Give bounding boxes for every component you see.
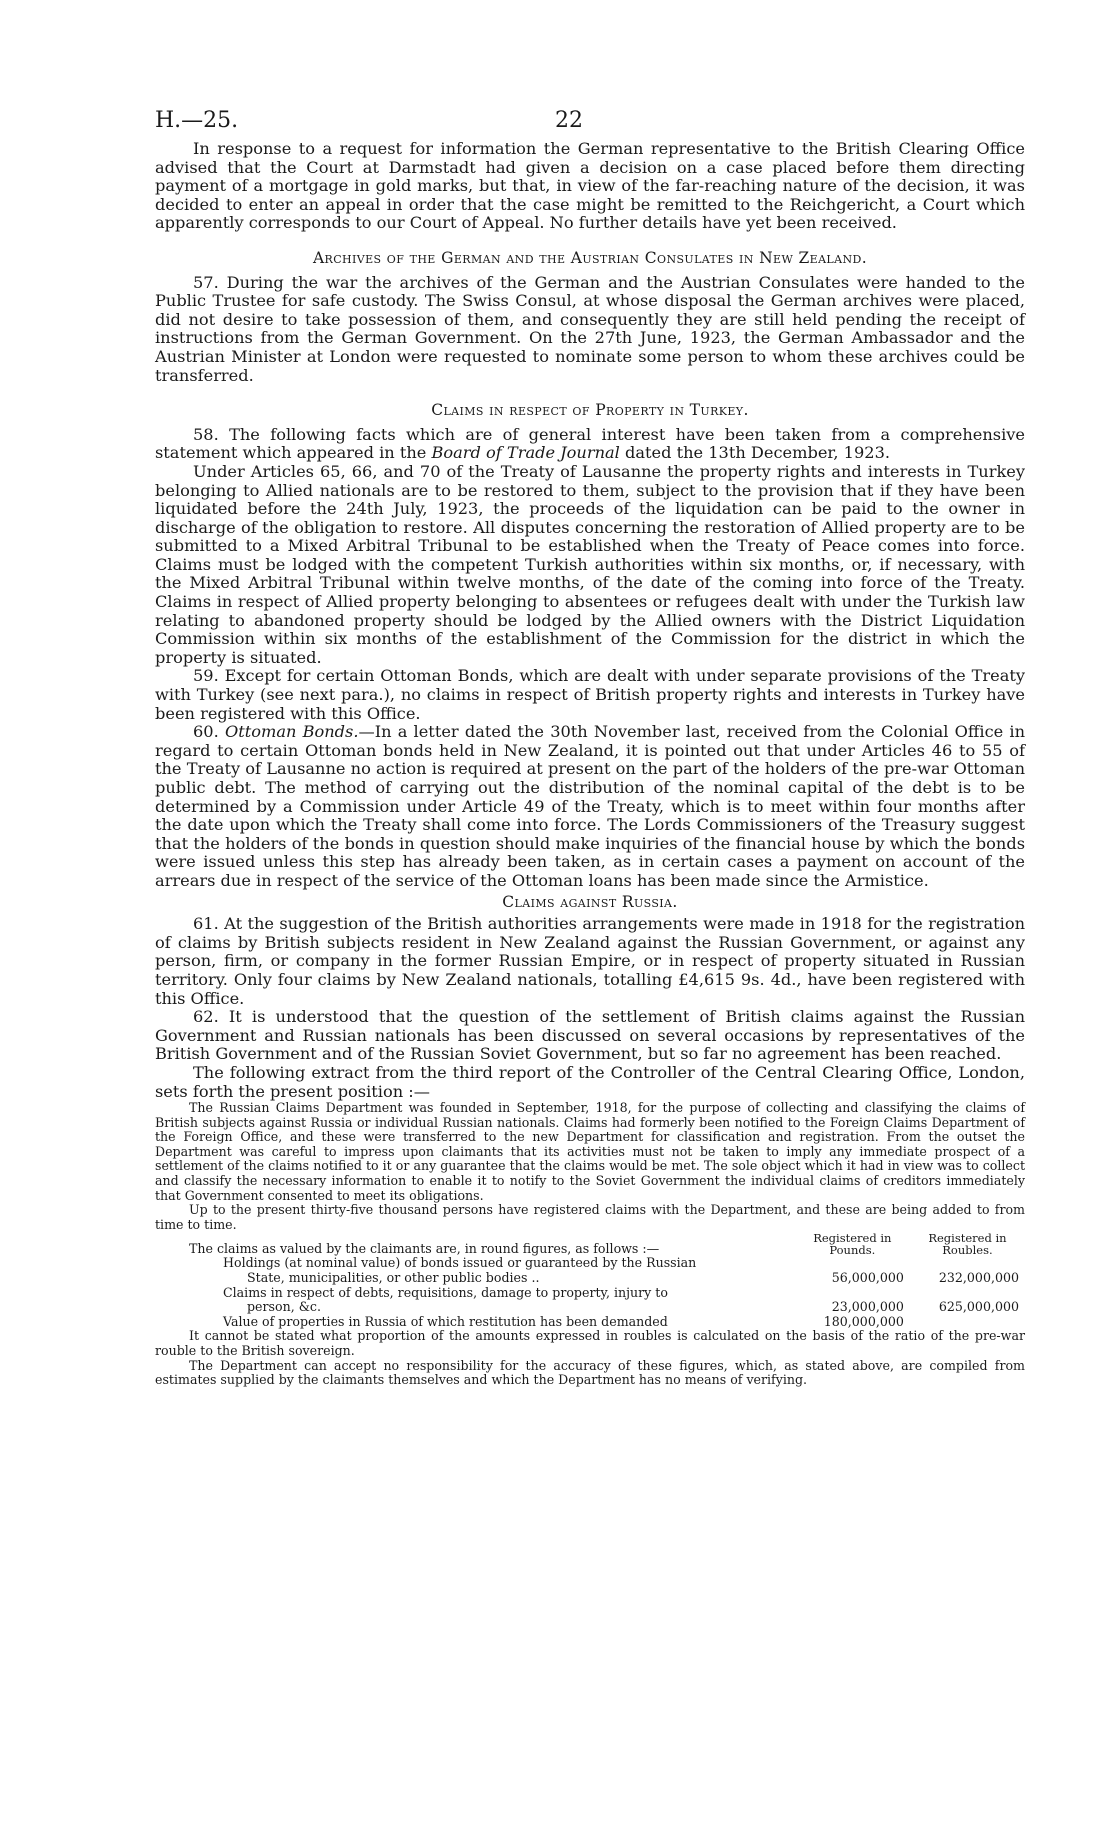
extract-paragraph-2: Up to the present thirty-five thousand persons have registered claims with the Department, and these are being added to from time to time. bbox=[155, 1202, 1025, 1232]
column-header-pounds: Registered in Pounds. bbox=[813, 1231, 892, 1258]
row-2-label: Claims in respect of debts, requisitions, damage to property, injury to bbox=[223, 1284, 668, 1300]
table-row bbox=[155, 1256, 1025, 1271]
extract-paragraph-3: It cannot be stated what proportion of the amounts expressed in roubles is calculated on the basis of the ratio of the pre-war rouble to the British sovereign. bbox=[155, 1328, 1025, 1358]
paragraph-61: 61. At the suggestion of the British authorities arrangements were made in 1918 for the registration of claims by British subjects resident in New Zealand against the Russian Government, or against any person, firm, or company in the former Russian Empire, or in respect of property situated in Russian territory. Only four claims by New Zealand nationals, totalling £4,615 9s. 4d., have been registered with this Office. bbox=[155, 914, 1025, 1008]
page-number: 22 bbox=[555, 108, 583, 133]
ottoman-bonds-title: Ottoman Bonds. bbox=[224, 722, 359, 742]
paragraph-57: 57. During the war the archives of the German and the Austrian Consulates were handed to the Public Trustee for safe custody. The Swiss Consul, at whose disposal the German archives were placed, did not desire to take possession of them, and consequently they are still held pending the receipt of instructions from the German Government. On the 27th June, 1923, the German Ambassador and the Austrian Minister at London were requested to nominate some person to whom these archives could be transferred. bbox=[155, 272, 1025, 385]
heading-russia: Claims against Russia. bbox=[502, 892, 678, 911]
row-2-roubles: 625,000,000 bbox=[938, 1299, 1019, 1315]
table-row bbox=[155, 1286, 1025, 1301]
table-row bbox=[155, 1271, 1025, 1286]
heading-turkey: Claims in respect of Property in Turkey. bbox=[431, 401, 749, 420]
journal-title: Board of Trade Journal bbox=[431, 443, 620, 463]
row-2-pounds: 23,000,000 bbox=[831, 1299, 904, 1315]
column-header-roubles: Registered in Roubles. bbox=[928, 1231, 1007, 1258]
table-row bbox=[155, 1315, 1025, 1330]
paragraph-58-text-a: 58. The following facts which are of general interest have been taken from a comprehensive statement which appeared in the bbox=[155, 424, 1025, 463]
paragraph-62: 62. It is understood that the question of the settlement of British claims against the Russian Government and Russian nationals has been discussed on several occasions by representatives of the British Government and of the Russian Soviet Government, but so far no agreement has been reached. bbox=[155, 1007, 1025, 1064]
main-text bbox=[155, 140, 1025, 1101]
paragraph-60-number: 60. bbox=[193, 722, 225, 742]
row-3-roubles bbox=[910, 1315, 1025, 1330]
row-2-label-cont: person, &c. bbox=[247, 1299, 321, 1315]
table-header-row bbox=[155, 1232, 1025, 1256]
extract-paragraph-4: The Department can accept no responsibility for the accuracy of these figures, which, as stated above, are compiled from estimates supplied by the claimants themselves and which the Department has no means of verifying. bbox=[155, 1357, 1025, 1388]
row-3-label: Value of properties in Russia of which restitution has been demanded bbox=[223, 1313, 668, 1329]
extract-block bbox=[155, 1101, 1025, 1388]
paragraph-58-text-b: dated the 13th December, 1923. bbox=[619, 443, 891, 463]
document-page bbox=[155, 108, 1025, 1388]
heading-archives: Archives of the German and the Austrian Consulates in New Zealand. bbox=[312, 248, 868, 267]
paragraph-60 bbox=[155, 723, 1025, 890]
page-header bbox=[155, 108, 1025, 140]
row-1-pounds: 56,000,000 bbox=[831, 1270, 904, 1286]
row-1-label-cont: State, municipalities, or other public bodies .. bbox=[247, 1270, 540, 1286]
document-reference: H.—25. bbox=[155, 108, 239, 133]
intro-paragraph: In response to a request for information the German representative to the British Clearing Office advised that the Court at Darmstadt had given a decision on a case placed before them directing payment of a mortgage in gold marks, but that, in view of the far-reaching nature of the decision, it was decided to enter an appeal in order that the case might be remitted to the Reichgericht, a Court which apparently corresponds to our Court of Appeal. No further details have yet been received. bbox=[155, 139, 1025, 233]
paragraph-60-text: —In a letter dated the 30th November last, received from the Colonial Office in regard to certain Ottoman bonds held in New Zealand, it is pointed out that under Articles 46 to 55 of the Treaty of Lausanne no action is required at present on the part of the holders of the pre-war Ottoman public debt. The method of carrying out the distribution of the nominal capital of the debt is to be determined by a Commission under Article 49 of the Treaty, which is to meet within four months after the date upon which the Treaty shall come into force. The Lords Commissioners of the Treasury suggest that the holders of the bonds in question should make inquiries of the financial house by which the bonds were issued unless this step has already been taken, as in certain cases a payment on account of the arrears due in respect of the service of the Ottoman loans has been made since the Armistice. bbox=[155, 722, 1026, 890]
table-row bbox=[155, 1300, 1025, 1315]
table-intro: The claims as valued by the claimants are, in round figures, as follows :— bbox=[189, 1240, 660, 1256]
paragraph-58 bbox=[155, 426, 1025, 463]
paragraph-62b: The following extract from the third report of the Controller of the Central Clearing Office, London, sets forth the present position :— bbox=[155, 1062, 1025, 1101]
paragraph-58b: Under Articles 65, 66, and 70 of the Treaty of Lausanne the property rights and interests in Turkey belonging to Allied nationals are to be restored to them, subject to the provision that if they have been liquidated before the 24th July, 1923, the proceeds of the liquidation can be paid to the owner in discharge of the obligation to restore. All disputes concerning the restoration of Allied property are to be submitted to a Mixed Arbitral Tribunal to be established when the Treaty of Peace comes into force. Claims must be lodged with the competent Turkish authorities within six months, or, if necessary, with the Mixed Arbitral Tribunal within twelve months, of the date of the coming into force of the Treaty. Claims in respect of Allied property belonging to absentees or refugees dealt with under the Turkish law relating to abandoned property should be lodged by the Allied owners with the District Liquidation Commission within six months of the establishment of the Commission for the district in which the property is situated. bbox=[155, 461, 1025, 667]
extract-paragraph-1: The Russian Claims Department was founded in September, 1918, for the purpose of collecting and classifying the claims of British subjects against Russia or individual Russian nationals. Claims had formerly been notified to the Foreign Claims Department of the Foreign Office, and these were transferred to the new Department for classification and registration. From the outset the Department was careful to impress upon claimants that its activities must not be taken to imply any immediate prospect of a settlement of the claims notified to it or any guarantee that the claims would be met. The sole object which it had in view was to collect and classify the necessary information to enable it to notify to the Soviet Government the individual claims of creditors immediately that Government consented to meet its obligations. bbox=[155, 1100, 1025, 1203]
row-3-pounds: 180,000,000 bbox=[823, 1313, 904, 1329]
paragraph-59: 59. Except for certain Ottoman Bonds, which are dealt with under separate provisions of the Treaty with Turkey (see next para.), no claims in respect of British property rights and interests in Turkey have been registered with this Office. bbox=[155, 666, 1025, 723]
claims-table bbox=[155, 1232, 1025, 1329]
row-1-roubles: 232,000,000 bbox=[938, 1270, 1019, 1286]
row-1-label: Holdings (at nominal value) of bonds issued or guaranteed by the Russian bbox=[223, 1255, 697, 1271]
